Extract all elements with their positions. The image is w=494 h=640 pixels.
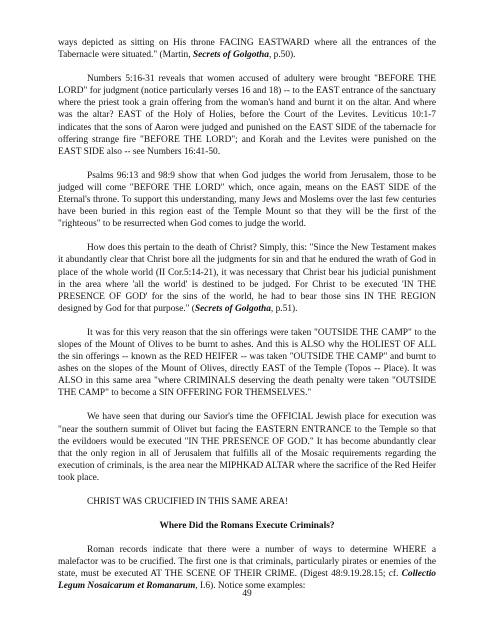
- paragraph-crucified: CHRIST WAS CRUCIFIED IN THIS SAME AREA!: [87, 497, 289, 507]
- paragraph-death-of-christ: [58, 242, 436, 315]
- citation-title: Collectio Legum Nosaicarum et Romanarum: [58, 569, 436, 592]
- citation-title: Secrets of Golgotha: [192, 50, 269, 61]
- paragraph-text: Roman records indicate that there were a number of ways to determine WHERE a malefactor was to be crucified. The first one is that criminals, particularly pirates or enemies of the state, must be executed AT THE SCENE OF THEIR CRIME. (Digest 48:9.19.28.15; cf.: [58, 545, 436, 580]
- paragraph-roman-records: [58, 544, 436, 592]
- paragraph-text: , I.6). Notice some examples:: [195, 581, 306, 592]
- paragraph-continued: [58, 37, 436, 61]
- paragraph-numbers: Numbers 5:16-31 reveals that women accused of adultery were brought "BEFORE THE LORD" for judgment (notice particularly verses 16 and 18) -- to the EAST entrance of the sanctuary where the priest took a grain offering from the woman's hand and burnt it on the altar. And where was the altar? EAST of the Holy of Holies, before the Court of the Levites. Leviticus 10:1-7 indicates that the sons of Aaron were judged and punished on the EAST SIDE of the tabernacle for offering strange fire "BEFORE THE LORD"; and Korah and the Levites were punished on the EAST SIDE also -- see Numbers 16:41-50.: [58, 74, 436, 157]
- paragraph-text: , p.50).: [268, 50, 296, 61]
- paragraph-text: ways depicted as sitting on His throne FACING EASTWARD where all the entrances of the Tabernacle were situated." (Martin,: [58, 38, 436, 61]
- section-heading: Where Did the Romans Execute Criminals?: [159, 521, 335, 532]
- paragraph-execution-place: We have seen that during our Savior's time the OFFICIAL Jewish place for execution was "near the southern summit of Olivet but facing the EASTERN ENTRANCE to the Temple so that the evildoers would be executed "IN THE PRESENCE OF GOD." It has become abundantly clear that the only region in all of Jerusalem that fulfills all of the Mosaic requirements regarding the execution of criminals, is the area near the MIPHKAD ALTAR where the sacrifice of the Red Heifer took place.: [58, 412, 436, 483]
- page-number: 49: [242, 589, 252, 599]
- citation-title: Secrets of Golgotha: [194, 303, 271, 314]
- paragraph-sin-offerings: It was for this very reason that the sin offerings were taken "OUTSIDE THE CAMP" to the slopes of the Mount of Olives to be burnt to ashes. And this is ALSO why the HOLIEST OF ALL the sin offerings -- known as the RED HEIFER -- was taken "OUTSIDE THE CAMP" and burnt to ashes on the slopes of the Mount of Olives, directly EAST of the Temple (Topos -- Place). It was ALSO in this same area "where CRIMINALS deserving the death penalty were taken "OUTSIDE THE CAMP" to become a SIN OFFERING FOR THEMSELVES.": [58, 327, 436, 399]
- paragraph-psalms: Psalms 96:13 and 98:9 show that when God judges the world from Jerusalem, those to be judged will come "BEFORE THE LORD" which, once again, means on the EAST SIDE of the Eternal's throne. To support this understanding, many Jews and Moslems over the last few centuries have been buried in this region east of the Temple Mount so that they will be the first of the "righteous" to be resurrected when God comes to judge the world.: [58, 170, 436, 230]
- paragraph-text: How does this pertain to the death of Christ? Simply, this: "Since the New Testament makes it abundantly clear that Christ bore all the judgments for sin and that he endured the wrath of God in place of the whole world (II Cor.5:14-21), it was necessary that Christ bear his judicial punishment in the area where 'all the world' is destined to be judged. For Christ to be executed 'IN THE PRESENCE OF GOD' for the sins of the world, he had to bear those sins IN THE REGION designed by God for that purpose." (: [58, 243, 436, 314]
- paragraph-text: , p.51).: [270, 303, 298, 314]
